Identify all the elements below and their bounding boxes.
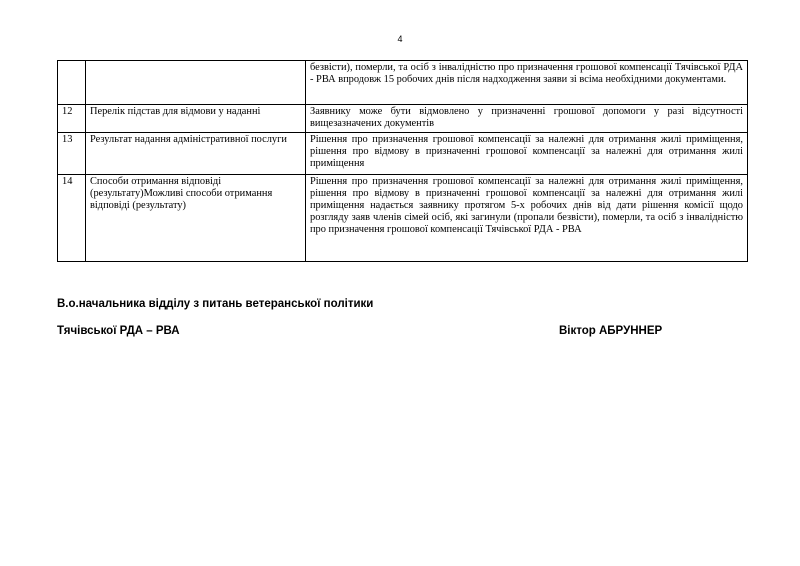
- row-number: 13: [58, 133, 86, 175]
- table-row: [58, 105, 748, 133]
- table-row: [58, 133, 748, 175]
- page-number: 4: [397, 34, 403, 44]
- row-label: Результат надання адміністративної послуги: [86, 133, 306, 175]
- row-number: [58, 61, 86, 105]
- signature-title-line2: Тячівської РДА – РВА: [57, 325, 180, 337]
- row-content: Рішення про призначення грошової компенсації за належні для отримання жилі приміщення, рішення про відмову в призначенні грошової компенсації за належні для отримання жилі приміщення: [306, 133, 748, 175]
- row-label: [86, 61, 306, 105]
- row-content: Заявнику може бути відмовлено у призначенні грошової допомоги у разі відсутності вищезазначених документів: [306, 105, 748, 133]
- signatory-name: Віктор АБРУННЕР: [559, 325, 663, 337]
- row-number: 12: [58, 105, 86, 133]
- row-number: 14: [58, 175, 86, 262]
- signature-title-line1: В.о.начальника відділу з питань ветеранської політики: [57, 298, 374, 310]
- row-label: Перелік підстав для відмови у наданні: [86, 105, 306, 133]
- row-content: безвісти), померли, та осіб з інвалідністю про призначення грошової компенсації Тячівської РДА - РВА впродовж 15 робочих днів після надходження заяви зі всіма необхідними документами.: [306, 61, 748, 105]
- row-label: Способи отримання відповіді (результату)Можливі способи отримання відповіді (результату): [86, 175, 306, 262]
- row-content: Рішення про призначення грошової компенсації за належні для отримання жилі приміщення, рішення про відмову в призначенні грошової компенсації за належні для отримання жилі приміщення надається заявнику протягом 5-х робочих днів від дати рішення комісії щодо розгляду заяв членів сімей осіб, які загинули (пропали безвісти), померли, та осіб з інвалідністю про призначення грошової компенсації Тячівської РДА - РВА: [306, 175, 748, 262]
- table-row: [58, 175, 748, 262]
- services-table: [57, 60, 748, 262]
- table-row: [58, 61, 748, 105]
